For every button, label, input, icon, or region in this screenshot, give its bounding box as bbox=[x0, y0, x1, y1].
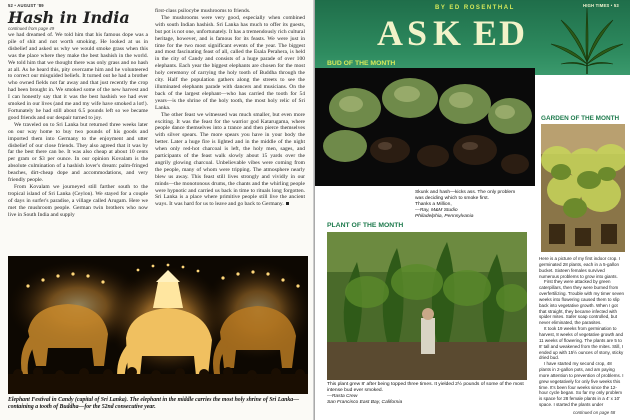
paragraph: first-class psilocybe mushrooms to friends. bbox=[155, 8, 251, 14]
continued-from-note: continued from page 49 bbox=[8, 26, 55, 31]
bud-caption-line: Skunk and hash—kicks ass. The only problem was deciding which to smoke first. bbox=[415, 190, 516, 201]
garden-letter bbox=[539, 256, 625, 408]
plant-caption-credit: San Francisco East Bay, California bbox=[327, 400, 403, 405]
plant-of-the-month-heading: PLANT OF THE MONTH bbox=[327, 222, 404, 229]
masthead-letter: D bbox=[499, 13, 525, 53]
bud-caption-line: Thanks a Million, bbox=[415, 202, 452, 207]
byline: BY ED ROSENTHAL bbox=[435, 5, 515, 11]
garden-of-the-month-heading: GARDEN OF THE MONTH bbox=[541, 115, 620, 122]
plant-caption-text: This plant grew 8' after being topped three times. It yielded 2½ pounds of some of the most intense bud ever smoked. bbox=[327, 382, 524, 393]
paragraph: Here is a picture of my first indoor crop. I germinated 28 plants, each in a 5-gallon bucket. Sixteen females survived numerous problems to grow into giants. bbox=[539, 256, 621, 279]
paragraph: From Kovalam we journeyed still farther south to the tropical island of Sri Lanka (Ceylon). We stayed for a couple of days in surfer's paradise, a village called Arugam. Here we met the mushroom people. German twin brothers who now live in South India and supply bbox=[8, 183, 148, 218]
continued-on-note: continued on page 58 bbox=[573, 410, 616, 415]
photo-caption: Elephant Festival in Candy (capital of Sri Lanka). The elephant in the middle carries the most holy shrine of Sri Lanka—containing a tooth of Buddha—for the 52nd consecutive year. bbox=[8, 397, 299, 410]
plant-illustration bbox=[327, 232, 527, 380]
plant-of-the-month-photo bbox=[327, 232, 527, 380]
paragraph: we had dreamed of. We told him that his famous dope was a pile of shit and not worth smoking. He looked at us in disbelief and asked us why we would smoke grass when this was the place where they make the best hashish in the world. We told him that we thought there was only grass and no hash at all. As he heard this, pity overcame him and he volunteered to correct our misguided beliefs. It turned out he had a brother who owned fields not far away and that just recently the crop had been brought in. We smoked some of the new harvest and I can honestly say that it was the best hashish we had ever smoked in our lives (and me and my wife have smoked a lot!). Fortunately he had still about 6.5 pounds left so we became good friends and our despair turned to joy. bbox=[8, 32, 148, 121]
paragraph: The mushrooms were very good, especially when combined with south Indian hashish. Sri Lanka has much to offer its guests, but pot is not one, unfortunately. It has a tremendously rich cultural heritage, however, and is famous for its feasts. We were just in time for the two most significant events of the year. The biggest and most fascinating feast of all, called the Esala Perahera, is held in the city of Candy and consists of a huge parade of over 100 elephants. Each year the biggest elephants are chosen for the most holy ceremony of carrying the holy tooth of Buddha through the city. Half the population gathers along the streets to see the illuminated elephants parade with dancers and musicians. On the back of the largest elephant—who has carried the tooth for 54 years—is the shrine of the holy tooth, the most holy relic of Sri Lanka. bbox=[155, 14, 305, 111]
bud-of-the-month-heading: BUD OF THE MONTH bbox=[327, 60, 396, 67]
plant-caption bbox=[327, 382, 527, 406]
paragraph: It took 19 weeks from germination to harvest, 8 weeks of vegetative growth and 11 weeks of flowering. The plants are 5 to 8' tall and weakened from the mites. Still, I ended up with 15½ ounces of stony, sticky dried bud. bbox=[539, 326, 624, 361]
festival-illustration bbox=[8, 256, 308, 394]
article-column-2 bbox=[155, 8, 305, 252]
cannabis-leaf-icon bbox=[547, 2, 627, 74]
bud-illustration bbox=[315, 68, 535, 186]
bud-caption-credit: Philadelphia, Pennsylvania bbox=[415, 214, 474, 219]
bud-of-the-month-photo bbox=[315, 68, 535, 186]
paragraph: The other feast we witnessed was much smaller, but even more exciting. It was the feast for the warrior god Katarugama, where people dance themselves into a trance and then pierce themselves with silver spears. The more spears you have in your body the better. Later a huge fire is lighted and in the middle of the night when only red-hot charcoal is left, the holy men, sages, and participants of the feast walk slowly about 15 yards over the angrily glowing charcoal. Unbelievable vibes were coming from the people, many of whom were tripping. The atmosphere nearly blew us away. This feast still lives strongly and vividly in our minds—the monotonous drums, the chants and the whirling people were hypnotic and carried us back in time to rituals long forgotten. Sri Lanka is a place where primitive people still live the ancient ways. It was hard for us to leave and go back to Germany. bbox=[155, 111, 305, 208]
paragraph: I have started my second crop, 48 plants in 2-gallon pots, and am paying more attention to prevention of problems. I grew vegetatively for only five weeks this time. It's been four weeks since the 12-hour cycle began. So far my only problem is space for 28 female plants in a 4' x 10' space. I started the plants under bbox=[539, 361, 624, 408]
end-of-article-mark bbox=[286, 202, 289, 205]
article-title: Hash in India bbox=[8, 8, 130, 27]
masthead-letter: E bbox=[473, 13, 498, 53]
masthead-title bbox=[377, 14, 527, 52]
paragraph: We traveled on to Sri Lanka but returned three weeks later on our way home to buy two pounds of his goods and imported them into Germany to the enjoyment and utter disbelief of our close friends. They also agreed that it was by far the best there can be. It was also cheap at about 10 cents per gram or $3 per ounce. In our opinion Kovalam is the absolute culmination of a hashish lover's dream: palm-fringed beaches, dirt-cheap dope and accommodations, and very friendly people. bbox=[8, 121, 148, 184]
plant-caption-credit: —Rasta Crew bbox=[327, 394, 358, 399]
masthead-letter: S bbox=[407, 13, 428, 53]
elephant-festival-photo bbox=[8, 256, 308, 394]
indoor-garden-illustration bbox=[541, 124, 625, 252]
right-folio: HIGH TIMES • 53 bbox=[583, 3, 619, 8]
garden-of-the-month-photo bbox=[541, 124, 625, 252]
masthead-letter: A bbox=[377, 13, 403, 53]
bud-caption bbox=[415, 190, 525, 220]
masthead-letter: K bbox=[433, 13, 462, 53]
article-column-1 bbox=[8, 32, 148, 248]
right-page bbox=[315, 0, 630, 420]
bud-caption-credit: —Ray, M&M Studio bbox=[415, 208, 458, 213]
paragraph: First they were attacked by green caterpillars, then they were burned from overfertilizing. Trouble with my timer seven weeks into flowering caused them to slip back into vegetative growth. When I got that straight, they became infected with spider mites. Safer soap controlled, but never eliminated, the parasites. bbox=[539, 279, 625, 326]
last-paragraph-wrap bbox=[155, 112, 305, 209]
left-folio: 52 • AUGUST '89 bbox=[8, 3, 44, 8]
